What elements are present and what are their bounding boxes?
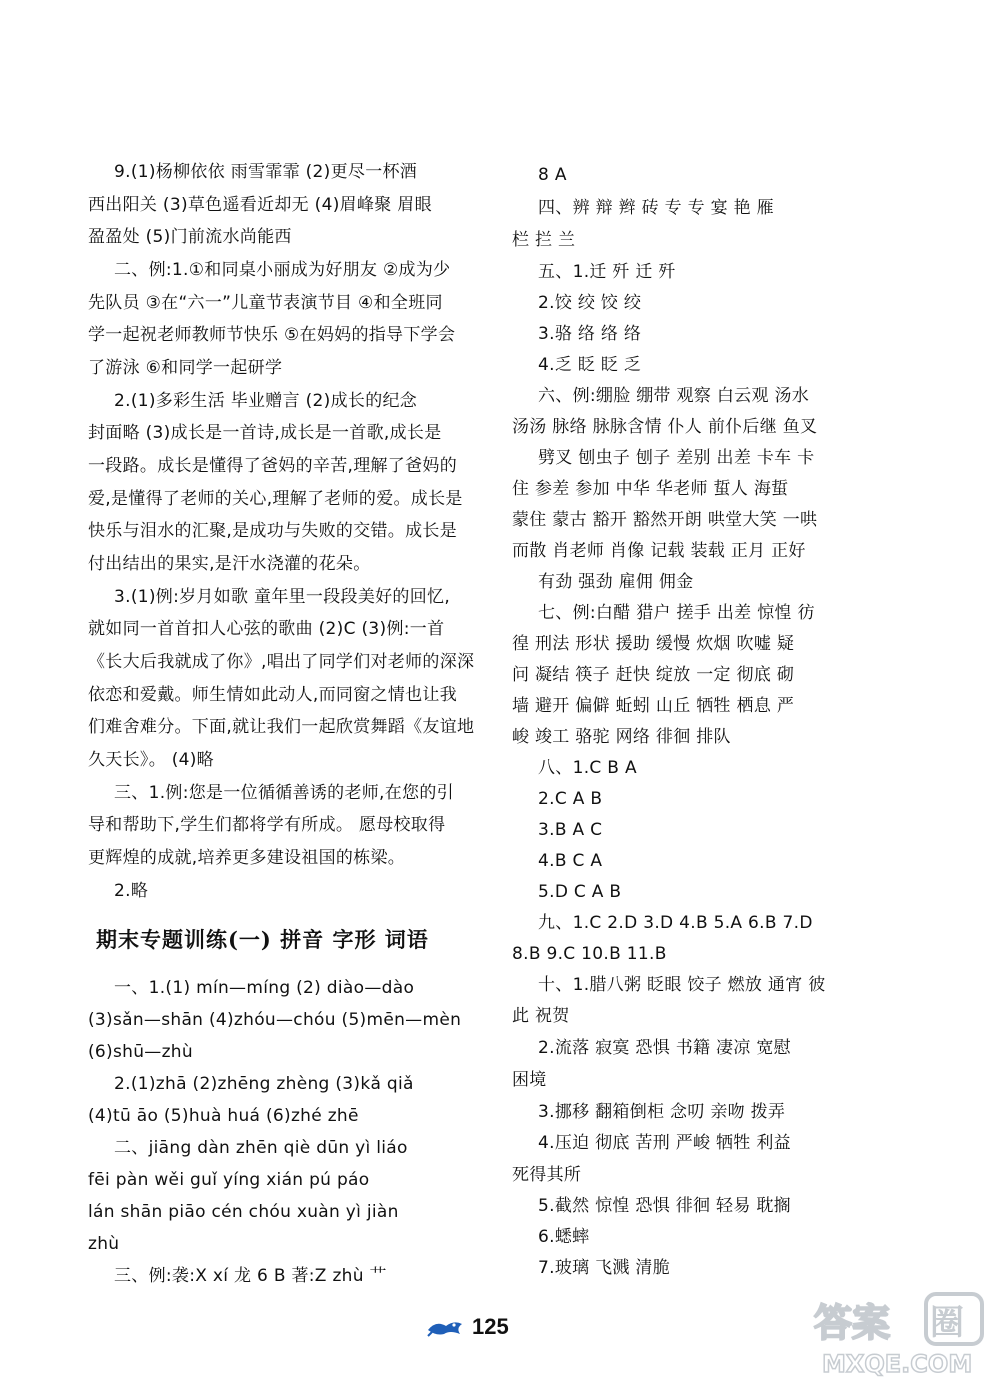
text-line: 8 A bbox=[538, 165, 567, 185]
text-line: (4)tū āo (5)huà huá (6)zhé zhē bbox=[88, 1106, 359, 1126]
text-line: 3.挪移 翻箱倒柜 念叨 亲吻 拨弄 bbox=[538, 1102, 786, 1122]
text-line: 3.B A C bbox=[538, 820, 603, 840]
watermark-logo bbox=[808, 1290, 988, 1380]
text-line: 导和帮助下,学生们都将学有所成。 愿母校取得 bbox=[88, 815, 446, 835]
text-line: 2.(1)多彩生活 毕业赠言 (2)成长的纪念 bbox=[114, 391, 418, 411]
text-line: 5.截然 惊惶 恐惧 徘徊 轻易 耽搁 bbox=[538, 1196, 791, 1216]
text-line: 三、1.例:您是一位循循善诱的老师,在您的引 bbox=[114, 783, 454, 803]
text-line: 一段路。成长是懂得了爸妈的辛苦,理解了爸妈的 bbox=[88, 456, 458, 476]
text-line: 一、1.(1) mín—míng (2) diào—dào bbox=[114, 978, 415, 998]
svg-text:答案: 答案 bbox=[814, 1301, 891, 1345]
text-line: 六、例:绷脸 绷带 观察 白云观 汤水 bbox=[538, 386, 810, 406]
text-line: 依恋和爱戴。师生情如此动人,而同窗之情也让我 bbox=[88, 685, 458, 705]
text-line: 爱,是懂得了老师的关心,理解了老师的爱。成长是 bbox=[88, 489, 463, 509]
text-line: 二、jiāng dàn zhēn qiè dūn yì liáo bbox=[114, 1138, 408, 1158]
svg-text:圈: 圈 bbox=[930, 1303, 964, 1343]
text-line: 2.饺 绞 饺 绞 bbox=[538, 293, 642, 313]
text-line: 就如同一首首扣人心弦的歌曲 (2)C (3)例:一首 bbox=[88, 619, 445, 639]
text-line: 5.D C A B bbox=[538, 882, 622, 902]
text-line: 汤汤 脉络 脉脉含情 仆人 前仆后继 鱼叉 bbox=[512, 417, 818, 437]
text-line: 3.骆 络 络 络 bbox=[538, 324, 642, 344]
text-line: 8.B 9.C 10.B 11.B bbox=[512, 944, 667, 964]
text-line: 峻 竣工 骆驼 网络 徘徊 排队 bbox=[512, 727, 731, 747]
fish-bird-mascot-icon bbox=[426, 1316, 466, 1338]
text-line: fēi pàn wěi guǐ yíng xián pú páo bbox=[88, 1170, 370, 1190]
text-line: 付出结出的果实,是汗水浇灌的花朵。 bbox=[88, 554, 371, 574]
page-footer bbox=[426, 1310, 546, 1342]
text-line: 西出阳关 (3)草色遥看近却无 (4)眉峰聚 眉眼 bbox=[88, 195, 432, 215]
text-line: 先队员 ③在“六一”儿童节表演节目 ④和全班同 bbox=[88, 293, 443, 313]
text-line: 们难舍难分。下面,就让我们一起欣赏舞蹈《友谊地 bbox=[88, 717, 475, 737]
text-line: 此 祝贺 bbox=[512, 1006, 570, 1026]
text-line: 劈叉 刨虫子 刨子 差别 出差 卡车 卡 bbox=[538, 448, 815, 468]
text-line: 盈盈处 (5)门前流水尚能西 bbox=[88, 227, 292, 247]
text-line: 九、1.C 2.D 3.D 4.B 5.A 6.B 7.D bbox=[538, 913, 813, 933]
text-line: 墙 避开 偏僻 蚯蚓 山丘 牺牲 栖息 严 bbox=[512, 696, 795, 716]
text-line: 问 凝结 筷子 赶快 绽放 一定 彻底 砌 bbox=[512, 665, 795, 685]
text-line: 4.B C A bbox=[538, 851, 603, 871]
text-line: 2.(1)zhā (2)zhēng zhèng (3)kǎ qiǎ bbox=[114, 1074, 414, 1094]
text-line: 七、例:白醋 猎户 搓手 出差 惊惶 彷 bbox=[538, 603, 815, 623]
text-line: zhù bbox=[88, 1234, 120, 1254]
text-line: (3)sǎn—shān (4)zhóu—chóu (5)mēn—mèn bbox=[88, 1010, 462, 1030]
text-line: 《长大后我就成了你》,唱出了同学们对老师的深深 bbox=[88, 652, 475, 672]
text-line: 蒙住 蒙古 豁开 豁然开朗 哄堂大笑 一哄 bbox=[512, 510, 818, 530]
section-heading: 期末专题训练(一) 拼音 字形 词语 bbox=[96, 927, 429, 952]
text-line: 4.压迫 彻底 苦刑 严峻 牺牲 利益 bbox=[538, 1133, 791, 1153]
text-line: 四、辨 辩 辫 砖 专 专 宴 艳 雁 bbox=[538, 198, 774, 218]
text-line: 学一起祝老师教师节快乐 ⑤在妈妈的指导下学会 bbox=[88, 325, 456, 345]
page-number: 125 bbox=[472, 1314, 509, 1339]
text-line: 2.略 bbox=[114, 881, 149, 901]
text-line: 封面略 (3)成长是一首诗,成长是一首歌,成长是 bbox=[88, 423, 442, 443]
text-line: 栏 拦 兰 bbox=[512, 230, 576, 250]
text-line: 3.(1)例:岁月如歌 童年里一段段美好的回忆, bbox=[114, 587, 451, 607]
text-line: 了游泳 ⑥和同学一起研学 bbox=[88, 358, 283, 378]
text-line: 二、例:1.①和同桌小丽成为好朋友 ②成为少 bbox=[114, 260, 451, 280]
text-line: 有劲 强劲 雇佣 佣金 bbox=[538, 572, 694, 592]
text-line: 住 参差 参加 中华 华老师 蜇人 海蜇 bbox=[512, 479, 789, 499]
text-line: 快乐与泪水的汇聚,是成功与失败的交错。成长是 bbox=[88, 521, 458, 541]
text-line: 徨 刑法 形状 援助 缓慢 炊烟 吹嘘 疑 bbox=[512, 634, 795, 654]
text-line: (6)shū—zhù bbox=[88, 1042, 193, 1062]
text-line: 7.玻璃 飞溅 清脆 bbox=[538, 1258, 671, 1278]
text-line: 2.流落 寂寞 恐惧 书籍 凄凉 宽慰 bbox=[538, 1038, 791, 1058]
text-line: 死得其所 bbox=[512, 1165, 582, 1185]
text-line: 2.C A B bbox=[538, 789, 603, 809]
text-line: 6.蟋蟀 bbox=[538, 1227, 590, 1247]
text-line: 困境 bbox=[512, 1070, 547, 1090]
text-line: 而散 肖老师 肖像 记载 装载 正月 正好 bbox=[512, 541, 806, 561]
text-line: 9.(1)杨柳依依 雨雪霏霏 (2)更尽一杯酒 bbox=[114, 162, 418, 182]
text-line: 八、1.C B A bbox=[538, 758, 637, 778]
svg-text:MXQE.COM: MXQE.COM bbox=[822, 1350, 973, 1378]
text-line: 十、1.腊八粥 眨眼 饺子 燃放 通宵 彼 bbox=[538, 975, 826, 995]
text-line: 4.乏 眨 眨 乏 bbox=[538, 355, 642, 375]
text-line: 更辉煌的成就,培养更多建设祖国的栋梁。 bbox=[88, 848, 406, 868]
text-line: 五、1.迁 歼 迁 歼 bbox=[538, 262, 676, 282]
text-line: 三、例:袭:X xí 龙 6 B 著:Z zhù 艹 bbox=[114, 1266, 387, 1286]
text-line: lán shān piāo cén chóu xuàn yì jiàn bbox=[88, 1202, 399, 1222]
text-line: 久天长》。 (4)略 bbox=[88, 750, 214, 770]
